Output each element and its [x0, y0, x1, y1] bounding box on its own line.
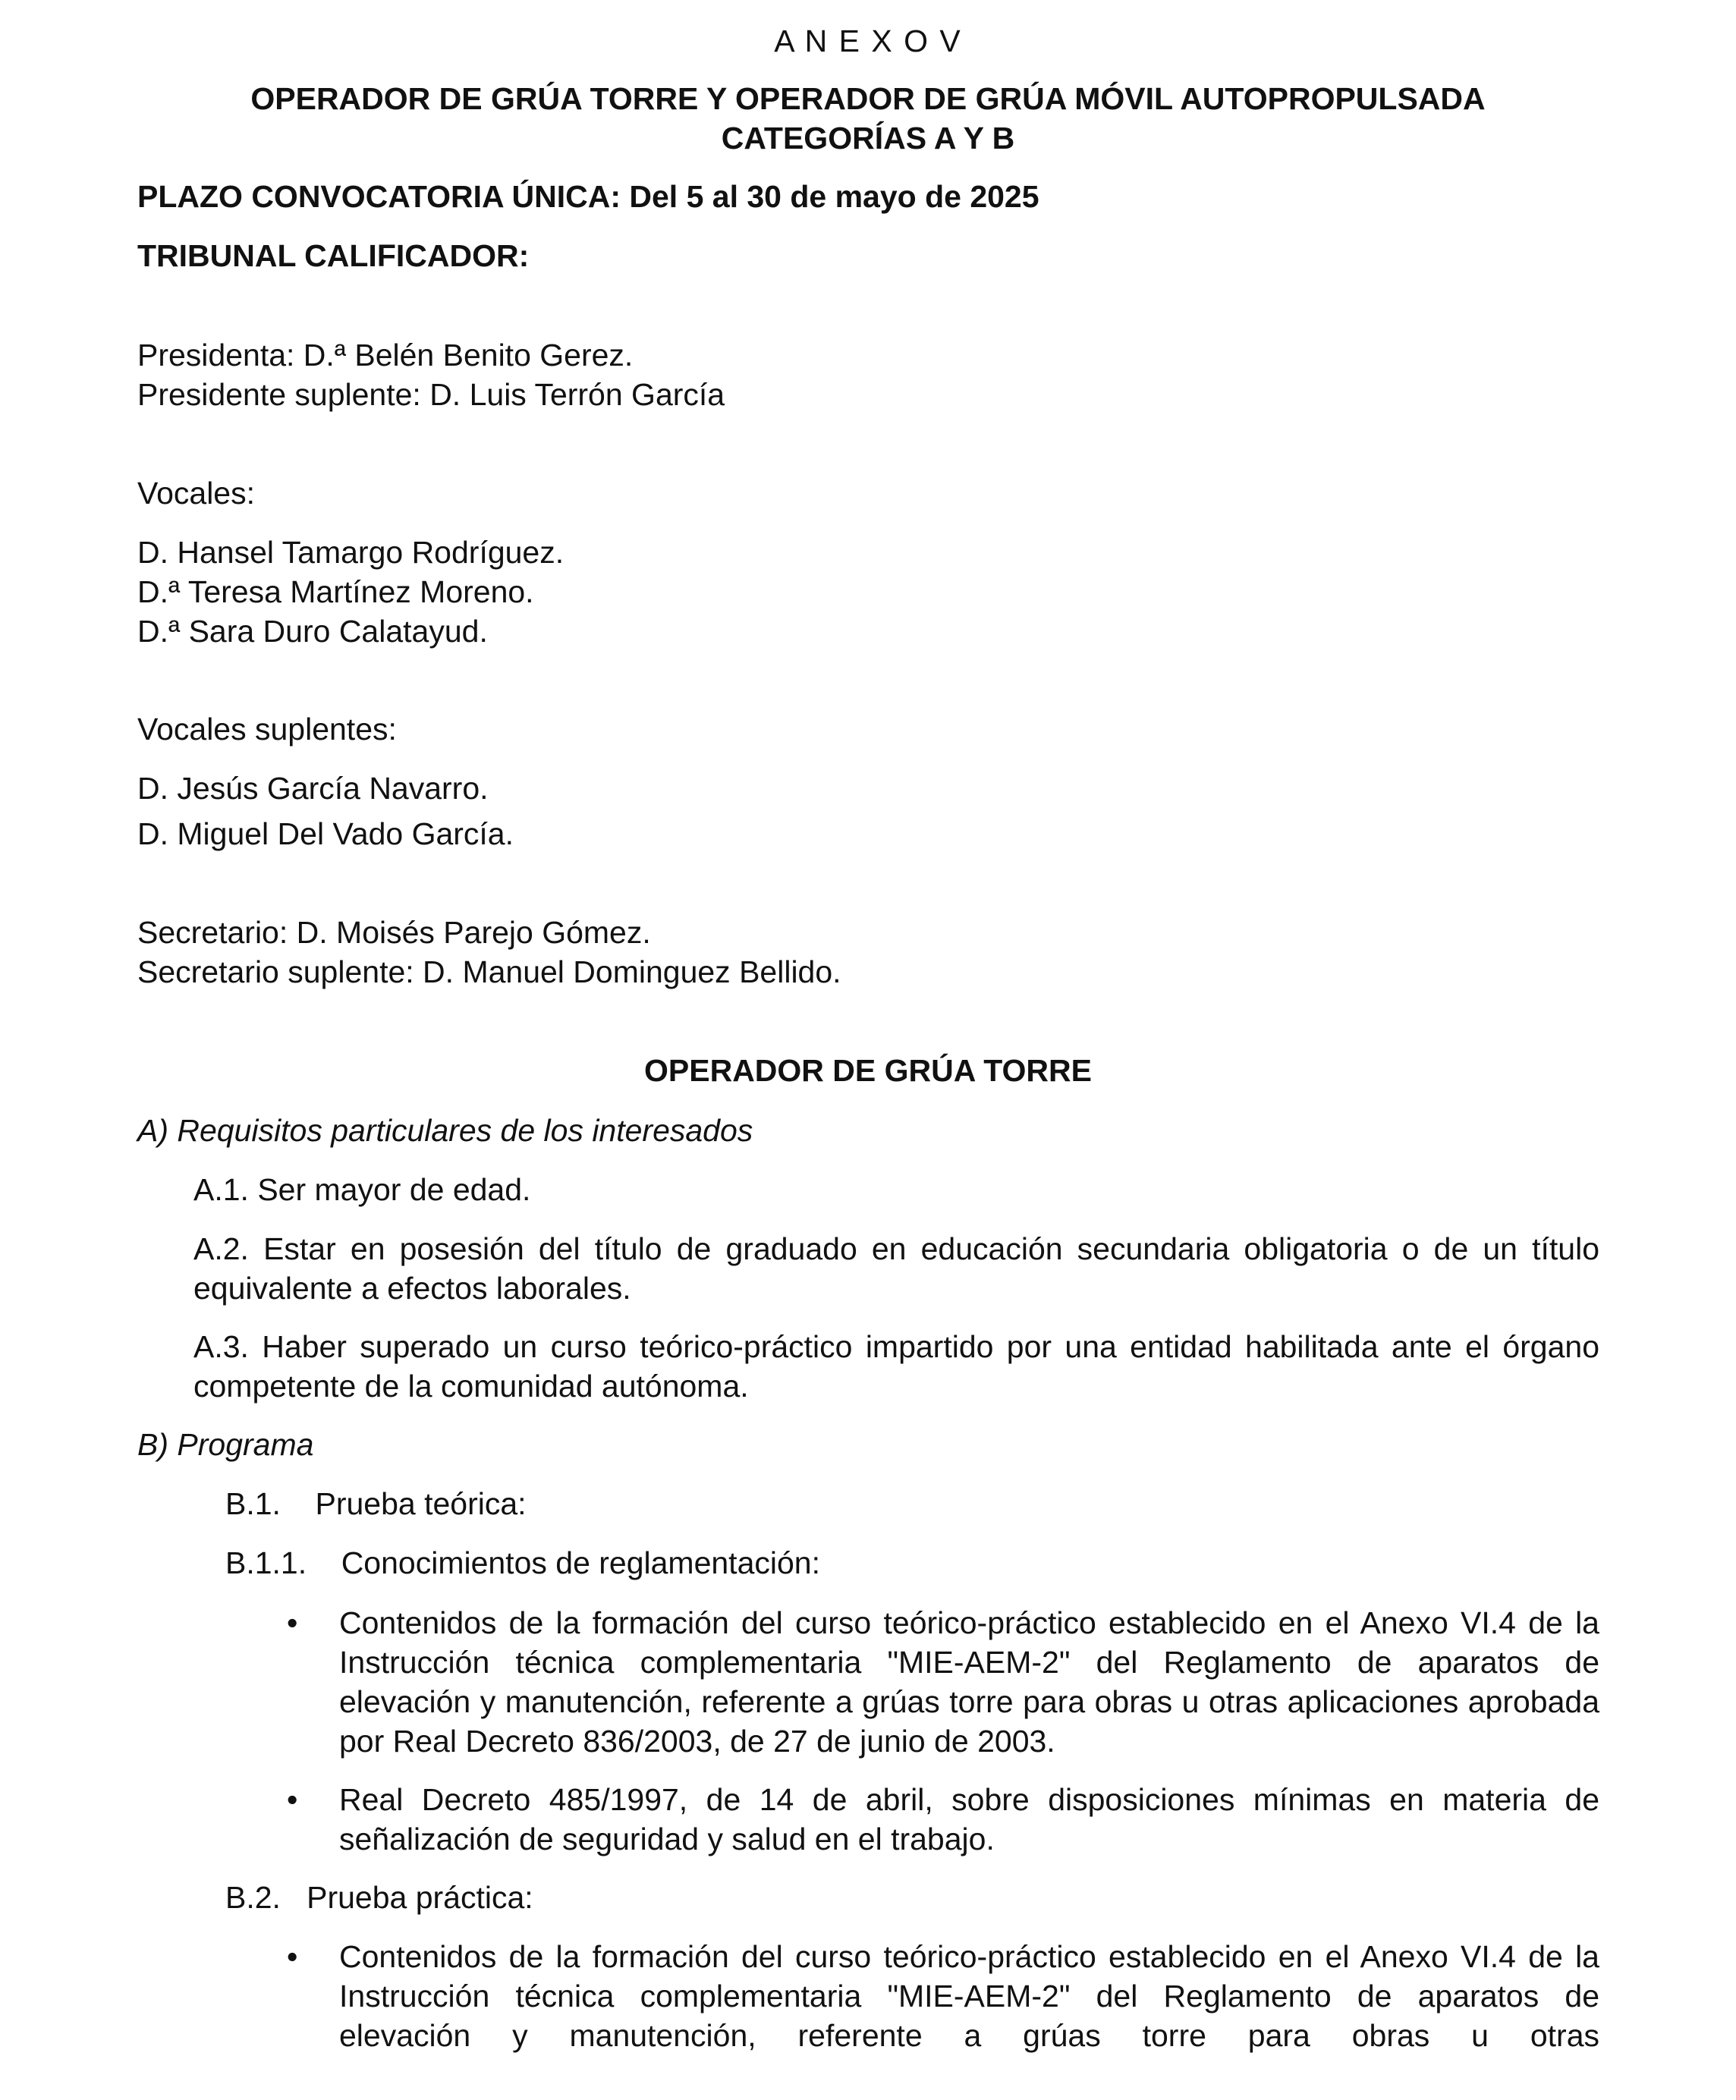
heading-line-2: CATEGORÍAS A Y B — [721, 121, 1015, 156]
tribunal-label: TRIBUNAL CALIFICADOR: — [137, 238, 530, 273]
requirement-a2: A.2. Estar en posesión del título de graduado en educación secundaria obligatoria o de un título equivalente a efectos laborales. — [193, 1231, 1599, 1306]
secretario: Secretario: D. Moisés Parejo Gómez. — [137, 915, 651, 950]
bullet-item: Real Decreto 485/1997, de 14 de abril, sobre disposiciones mínimas en materia de señalización de seguridad y salud en el trabajo. — [339, 1782, 1599, 1856]
requirement-a1: A.1. Ser mayor de edad. — [193, 1172, 531, 1207]
bullet-item: Contenidos de la formación del curso teórico-práctico establecido en el Anexo VI.4 de la Instrucción técnica complementaria "MIE-AEM-2" del Reglamento de aparatos de elevación y manutención, referente a grúas torre para obras u otras — [339, 1939, 1599, 2053]
vocales-suplentes-label: Vocales suplentes: — [137, 712, 397, 747]
vocal-suplente: D. Miguel Del Vado García. — [137, 816, 514, 851]
vocales-label: Vocales: — [137, 476, 255, 511]
section-title: OPERADOR DE GRÚA TORRE — [644, 1053, 1092, 1088]
annex-title: A N E X O V — [774, 24, 962, 58]
vocal: D. Hansel Tamargo Rodríguez. — [137, 535, 565, 570]
presidenta: Presidenta: D.ª Belén Benito Gerez. — [137, 338, 634, 373]
vocal: D.ª Teresa Martínez Moreno. — [137, 574, 534, 609]
conocimientos-heading: B.1.1. Conocimientos de reglamentación: — [225, 1545, 820, 1580]
vocal-suplente: D. Jesús García Navarro. — [137, 771, 489, 806]
section-a-label: A) Requisitos particulares de los interesados — [137, 1113, 753, 1148]
prueba-teorica-heading: B.1. Prueba teórica: — [225, 1486, 527, 1521]
presidente-suplente: Presidente suplente: D. Luis Terrón García — [137, 377, 725, 412]
vocal: D.ª Sara Duro Calatayud. — [137, 614, 488, 649]
requirement-a3: A.3. Haber superado un curso teórico-práctico impartido por una entidad habilitada ante el órgano competente de la comunidad autónoma. — [193, 1329, 1599, 1404]
secretario-suplente: Secretario suplente: D. Manuel Dominguez Bellido. — [137, 954, 841, 989]
bullet-glyph: • — [287, 1782, 298, 1817]
prueba-practica-heading: B.2. Prueba práctica: — [225, 1880, 533, 1915]
bullet-glyph: • — [287, 1939, 298, 1974]
section-b-label: B) Programa — [137, 1427, 314, 1462]
bullet-item: Contenidos de la formación del curso teórico-práctico establecido en el Anexo VI.4 de la Instrucción técnica complementaria "MIE-AEM-2" del Reglamento de aparatos de elevación y manutención, referente a grúas torre para obras u otras aplicaciones aprobada por Real Decreto 836/2003, de 27 de junio de 2003. — [339, 1605, 1599, 1759]
heading-line-1: OPERADOR DE GRÚA TORRE Y OPERADOR DE GRÚA MÓVIL AUTOPROPULSADA — [250, 81, 1486, 116]
deadline: PLAZO CONVOCATORIA ÚNICA: Del 5 al 30 de mayo de 2025 — [137, 179, 1039, 214]
bullet-glyph: • — [287, 1605, 298, 1640]
